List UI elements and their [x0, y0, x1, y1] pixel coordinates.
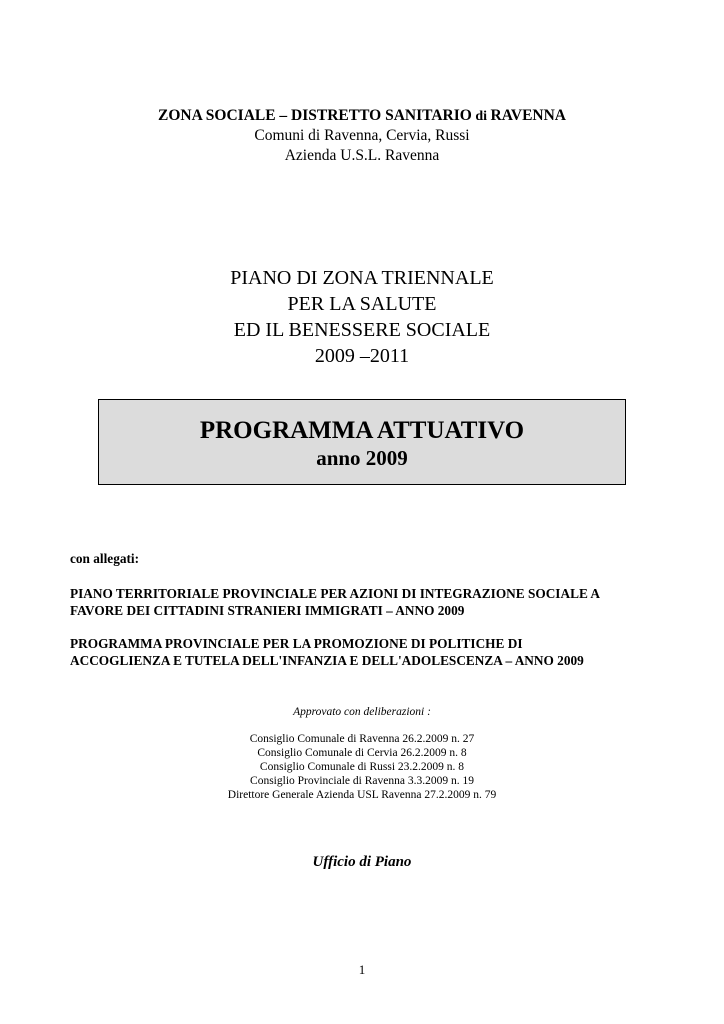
attachment-2-line-2: ACCOGLIENZA E TUTELA DELL'INFANZIA E DELL'ADOLESCENZA – ANNO 2009 [70, 653, 584, 668]
office-name: Ufficio di Piano [312, 854, 412, 870]
header-district: ZONA SOCIALE – DISTRETTO SANITARIO [157, 107, 472, 124]
approval-line: Consiglio Provinciale di Ravenna 3.3.2009 n. 19 [250, 775, 474, 787]
title-line-1: PIANO DI ZONA TRIENNALE [230, 267, 494, 289]
approval-line: Consiglio Comunale di Russi 23.2.2009 n. 8 [259, 761, 465, 773]
attachments-label: con allegati: [70, 551, 140, 566]
approval-line: Direttore Generale Azienda USL Ravenna 27.2.2009 n. 79 [227, 789, 497, 801]
program-title: PROGRAMMA ATTUATIVO [199, 417, 525, 444]
header-line-2: Comuni di Ravenna, Cervia, Russi [254, 127, 470, 144]
header-line-3: Azienda U.S.L. Ravenna [284, 147, 440, 164]
attachment-1-line-1: PIANO TERRITORIALE PROVINCIALE PER AZIONI DI INTEGRAZIONE SOCIALE A [70, 586, 601, 601]
header-line-1 [0, 106, 724, 127]
header-di: di [471, 109, 491, 124]
header-city: RAVENNA [490, 107, 567, 124]
approval-line: Consiglio Comunale di Ravenna 26.2.2009 n. 27 [249, 733, 475, 745]
attachment-1-line-2: FAVORE DEI CITTADINI STRANIERI IMMIGRATI – ANNO 2009 [70, 603, 465, 618]
attachment-2-line-1: PROGRAMMA PROVINCIALE PER LA PROMOZIONE DI POLITICHE DI [70, 636, 523, 651]
title-line-2: PER LA SALUTE [287, 293, 437, 315]
page-number: 1 [358, 962, 366, 977]
approval-line: Consiglio Comunale di Cervia 26.2.2009 n. 8 [257, 747, 467, 759]
approval-label: Approvato con deliberazioni : [293, 706, 431, 718]
title-line-3: ED IL BENESSERE SOCIALE [233, 319, 491, 341]
program-year: anno 2009 [316, 446, 408, 470]
program-title-box [98, 399, 626, 485]
title-line-4: 2009 –2011 [314, 345, 410, 367]
